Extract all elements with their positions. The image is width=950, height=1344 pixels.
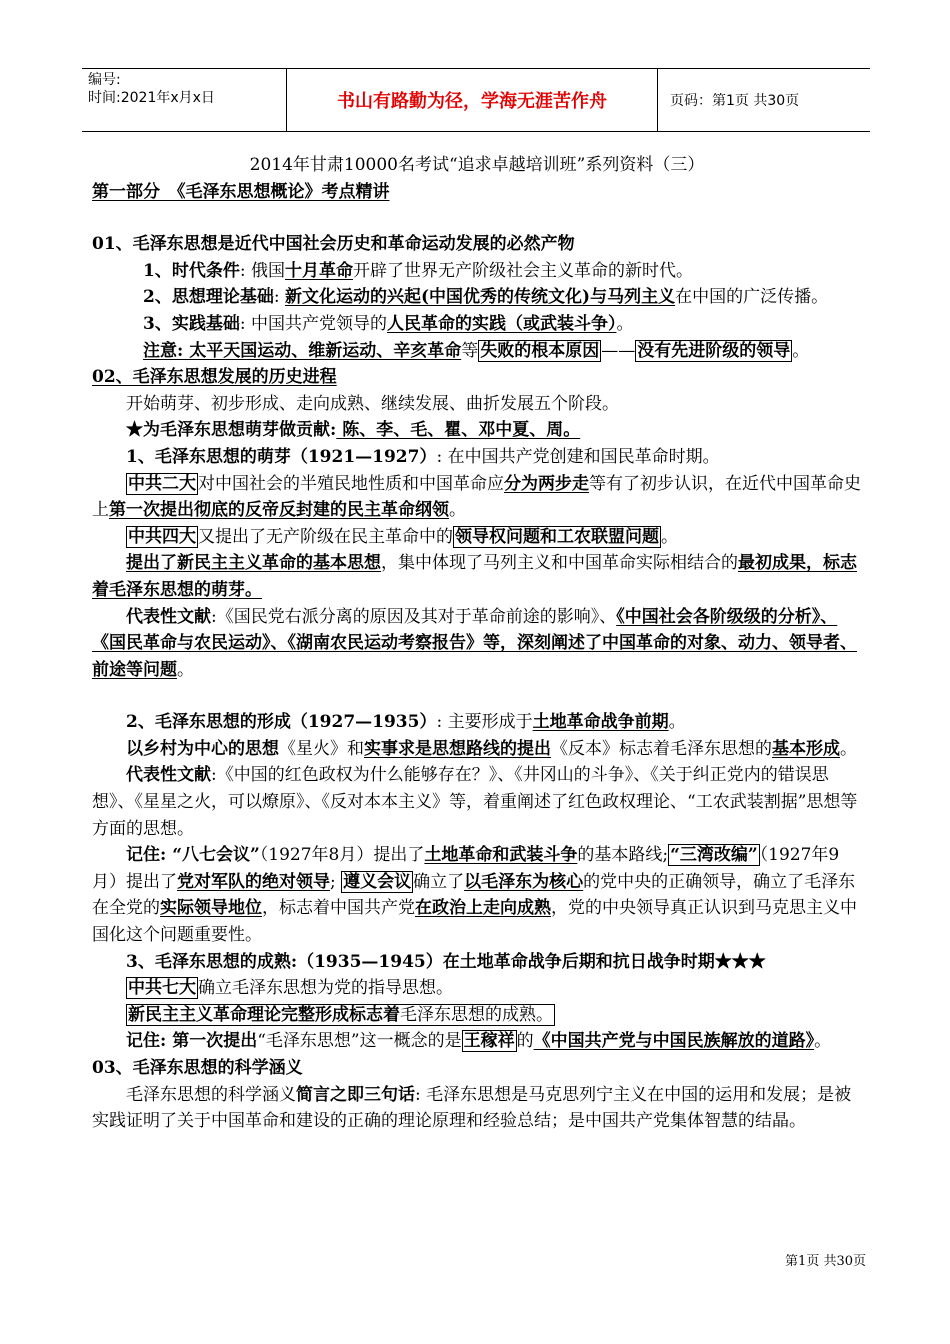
date-label: 时间:2021年x月x日	[88, 90, 215, 106]
document-title: 2014年甘肃10000名考试“追求卓越培训班”系列资料（三）	[249, 155, 705, 175]
page-header	[82, 68, 870, 132]
page-footer: 第1页 共30页	[785, 1254, 866, 1269]
s01-note: 注意: 太平天国运动、维新运动、辛亥革命等 失败的根本原因 —— 没有先进阶级的领导 。	[143, 340, 810, 361]
phase-1-cpc2: 中共二大 对中国社会的半殖民地性质和中国革命应分为两步走等有了初步认识，在近代中国革命史上第一次提出彻底的反帝反封建的民主革命纲领。	[92, 473, 861, 521]
s03-body: 毛泽东思想的科学涵义简言之即三句话: 毛泽东思想是马克思列宁主义在中国的运用和发展；是被实践证明了关于中国革命和建设的正确的理论原理和经验总结；是中国共产党集体智慧的结晶。	[92, 1084, 852, 1132]
section-03-heading: 03、毛泽东思想的科学涵义	[92, 1058, 303, 1078]
phase-3-cpc7: 中共七大 确立毛泽东思想为党的指导思想。	[128, 978, 453, 999]
part-heading: 第一部分 《毛泽东思想概论》考点精讲	[92, 181, 390, 202]
s02-intro: 开始萌芽、初步形成、走向成熟、继续发展、曲折发展五个阶段。	[126, 393, 619, 414]
section-01-heading: 01、毛泽东思想是近代中国社会历史和革命运动发展的必然产物	[92, 234, 575, 255]
phase-1-cpc4: 中共四大 又提出了无产阶级在民主革命中的 领导权问题和工农联盟问题 。	[128, 526, 678, 547]
phase-3-memo: 记住: 第一次提出“毛泽东思想”这一概念的是 王稼祥 的《中国共产党与中国民族解放的道路》。	[126, 1031, 832, 1052]
phase-3-maturity: 新民主主义革命理论完整形成标志着毛泽东思想的成熟。	[128, 1004, 553, 1025]
phase-2-heading: 2、毛泽东思想的形成（1927—1935）: 主要形成于土地革命战争前期。	[126, 712, 686, 733]
phase-1-summary: 提出了新民主主义革命的基本思想，集中体现了马列主义和中国革命实际相结合的最初成果，标志着毛泽东思想的萌芽。	[92, 553, 857, 600]
number-label: 编号:	[88, 72, 121, 88]
phase-2-formation: 以乡村为中心的思想《星火》和实事求是思想路线的提出《反本》标志着毛泽东思想的基本形成。	[126, 738, 857, 759]
header-motto: 书山有路勤为径，学海无涯苦作舟	[287, 69, 658, 131]
header-page-info: 页码：第1页 共30页	[670, 93, 800, 109]
phase-2-documents: 代表性文献:《中国的红色政权为什么能够存在？》、《井冈山的斗争》、《关于纠正党内的错误思想》、《星星之火，可以燎原》、《反对本本主义》等，着重阐述了红色政权理论、“工农武装割据”思想等方面的思想。	[92, 765, 858, 839]
s01-item-3: 3、实践基础: 中国共产党领导的人民革命的实践（或武装斗争）。	[143, 313, 634, 334]
phase-2-memo: 记住: “八七会议”（1927年8月）提出了土地革命和武装斗争的基本路线; “三湾改编” （1927年9月）提出了党对军队的绝对领导; 遵义会议 确立了以毛泽东为核心的党中央的正确领导，确立了毛泽东在全党的实际领导地位，标志着中国共产党在政治上走向成熟，党的中央领导真正认识到马克思主义中国化这个问题重要性。	[92, 845, 857, 946]
s01-item-1: 1、时代条件: 俄国十月革命开辟了世界无产阶级社会主义革命的新时代。	[143, 260, 693, 281]
phase-1-documents: 代表性文献:《国民党右派分离的原因及其对于革命前途的影响》、《中国社会各阶级级的分析》、《国民革命与农民运动》、《湖南农民运动考察报告》等，深刻阐述了中国革命的对象、动力、领导者、前途等问题。	[92, 606, 857, 680]
document-body	[92, 152, 862, 1135]
s01-item-2: 2、思想理论基础: 新文化运动的兴起(中国优秀的传统文化)与马列主义在中国的广泛传播。	[143, 287, 829, 308]
phase-1-heading: 1、毛泽东思想的萌芽（1921—1927）: 在中国共产党创建和国民革命时期。	[126, 446, 720, 467]
phase-3-heading: 3、毛泽东思想的成熟:（1935—1945）在土地革命战争后期和抗日战争时期★★★	[126, 951, 766, 972]
s02-contributors: ★为毛泽东思想萌芽做贡献: 陈、李、毛、瞿、邓中夏、周。	[126, 420, 581, 441]
section-02-heading: 02、毛泽东思想发展的历史进程	[92, 367, 337, 388]
header-meta	[82, 69, 287, 131]
